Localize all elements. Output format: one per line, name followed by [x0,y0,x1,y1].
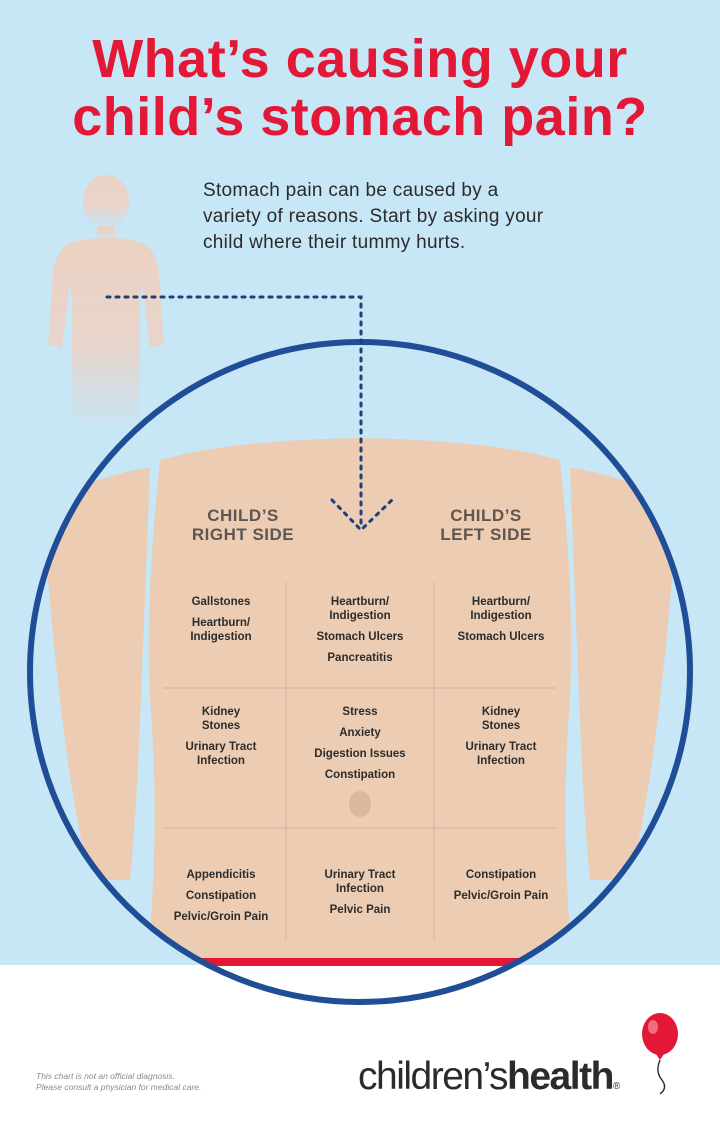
condition-heartburn-line-1: Heartburn/ [330,596,390,608]
condition-pelvic-groin-pain: Pelvic/Groin Pain [453,890,549,902]
logo-registered-mark: ® [612,1081,621,1092]
condition-heartburn [431,595,571,623]
disclaimer [36,1071,316,1093]
left-side-label [406,506,566,544]
condition-uti-line-2: Infection [197,755,245,767]
condition-kidney-stones-line-1: Kidney [481,706,521,718]
condition-uti-line-2: Infection [336,883,384,895]
condition-kidney-stones [431,705,571,733]
cell-middle-center [290,705,430,789]
condition-constipation: Constipation [324,769,396,781]
left-side-label-line-2: LEFT SIDE [440,525,532,544]
condition-uti-line-1: Urinary Tract [324,869,396,881]
condition-gallstones: Gallstones [191,596,251,608]
condition-pelvic-pain: Pelvic Pain [329,904,391,916]
right-side-label-line-2: RIGHT SIDE [191,525,295,544]
cell-lower-right [151,868,291,931]
condition-heartburn [151,616,291,644]
condition-kidney-stones-line-2: Stones [201,720,241,732]
title-line-1: What’s causing your [92,29,628,89]
cell-upper-right [151,595,291,644]
condition-appendicitis: Appendicitis [186,869,256,881]
condition-digestion-issues: Digestion Issues [314,748,406,760]
logo-text-health: health [507,1055,613,1098]
childrens-health-logo [358,1055,620,1099]
condition-kidney-stones-line-1: Kidney [201,706,241,718]
condition-anxiety: Anxiety [339,727,381,739]
disclaimer-line-2: Please consult a physician for medical care. [36,1082,202,1092]
condition-stomach-ulcers: Stomach Ulcers [457,631,545,643]
right-side-label-line-1: CHILD’S [207,506,279,525]
condition-stress: Stress [342,706,378,718]
left-arm-shape [570,468,678,880]
intro-line-3: child where their tummy hurts. [203,232,466,253]
condition-constipation: Constipation [465,869,537,881]
condition-kidney-stones-line-2: Stones [481,720,521,732]
cell-upper-left [431,595,571,651]
cell-middle-right [151,705,291,775]
cell-upper-center [290,595,430,672]
cell-lower-center [290,868,430,924]
child-silhouette-icon [48,175,164,430]
condition-heartburn-line-1: Heartburn/ [471,596,531,608]
left-side-label-line-1: CHILD’S [450,506,522,525]
condition-uti [431,740,571,768]
condition-heartburn-line-1: Heartburn/ [191,617,251,629]
cell-lower-left [431,868,571,910]
condition-uti [151,740,291,768]
disclaimer-line-1: This chart is not an official diagnosis. [36,1071,175,1081]
condition-uti-line-1: Urinary Tract [185,741,257,753]
navel-icon [349,791,371,817]
condition-uti-line-2: Infection [477,755,525,767]
condition-kidney-stones [151,705,291,733]
condition-heartburn-line-2: Indigestion [329,610,391,622]
condition-heartburn [290,595,430,623]
condition-uti [290,868,430,896]
condition-constipation: Constipation [185,890,257,902]
condition-pancreatitis: Pancreatitis [327,652,393,664]
right-side-label [163,506,323,544]
condition-pelvic-groin-pain: Pelvic/Groin Pain [173,911,269,923]
title-line-2: child’s stomach pain? [72,87,648,147]
cell-middle-left [431,705,571,775]
condition-heartburn-line-2: Indigestion [470,610,532,622]
right-arm-shape [42,468,150,880]
intro-line-2: variety of reasons. Start by asking your [203,206,544,227]
condition-uti-line-1: Urinary Tract [465,741,537,753]
condition-stomach-ulcers: Stomach Ulcers [316,631,404,643]
logo-text-childrens: children’s [358,1055,508,1098]
intro-line-1: Stomach pain can be caused by a [203,180,499,201]
condition-heartburn-line-2: Indigestion [190,631,252,643]
